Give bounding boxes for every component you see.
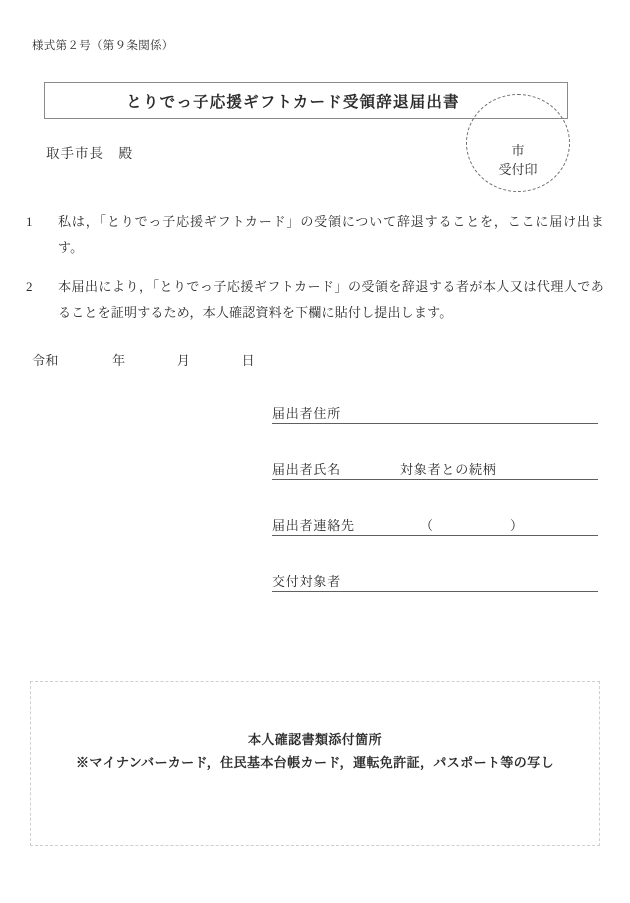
attachment-note: ※マイナンバーカード，住民基本台帳カード，運転免許証，パスポート等の写し <box>76 754 554 770</box>
stamp-line-2: 受付印 <box>498 162 538 178</box>
field-applicant-name-label: 届出者氏名 <box>272 462 342 477</box>
field-applicant-name[interactable] <box>272 454 598 480</box>
month-unit: 月 <box>176 353 191 368</box>
id-attachment-instructions <box>30 681 600 846</box>
addressee: 取手市長 殿 <box>46 146 133 161</box>
paragraph-1-text: 私は，「とりでっ子応援ギフトカード」の受領について辞退することを，ここに届け出ます。 <box>58 214 604 255</box>
field-card-recipient[interactable] <box>272 566 598 592</box>
contact-paren-close: ） <box>510 518 524 533</box>
paragraph-2-text: 本届出により，「とりでっ子応援ギフトカード」の受領を辞退する者が本人又は代理人であることを証明するため，本人確認資料を下欄に貼付し提出します。 <box>58 279 604 320</box>
paragraph-1 <box>26 209 604 261</box>
document-title: とりでっ子応援ギフトカード受領辞退届出書 <box>126 93 460 111</box>
stamp-line-1: 市 <box>511 143 525 159</box>
year-unit: 年 <box>112 353 126 368</box>
field-applicant-address-label: 届出者住所 <box>272 406 342 421</box>
field-applicant-contact-label: 届出者連絡先 <box>272 518 355 533</box>
era-label: 令和 <box>32 353 59 368</box>
field-applicant-contact[interactable] <box>272 510 598 536</box>
paragraph-1-number: 1 <box>26 214 33 229</box>
receipt-stamp-labels <box>466 94 570 192</box>
day-unit: 日 <box>241 353 255 368</box>
field-card-recipient-label: 交付対象者 <box>272 574 342 589</box>
paragraph-2-number: 2 <box>26 279 33 294</box>
paragraph-2 <box>26 274 604 326</box>
contact-paren-open: （ <box>420 518 434 533</box>
date-line <box>32 350 255 369</box>
form-number: 様式第２号（第９条関係） <box>32 40 174 52</box>
field-applicant-address[interactable] <box>272 398 598 424</box>
attachment-heading: 本人確認書類添付箇所 <box>247 732 382 747</box>
field-relationship-label: 対象者との続柄 <box>400 462 497 477</box>
